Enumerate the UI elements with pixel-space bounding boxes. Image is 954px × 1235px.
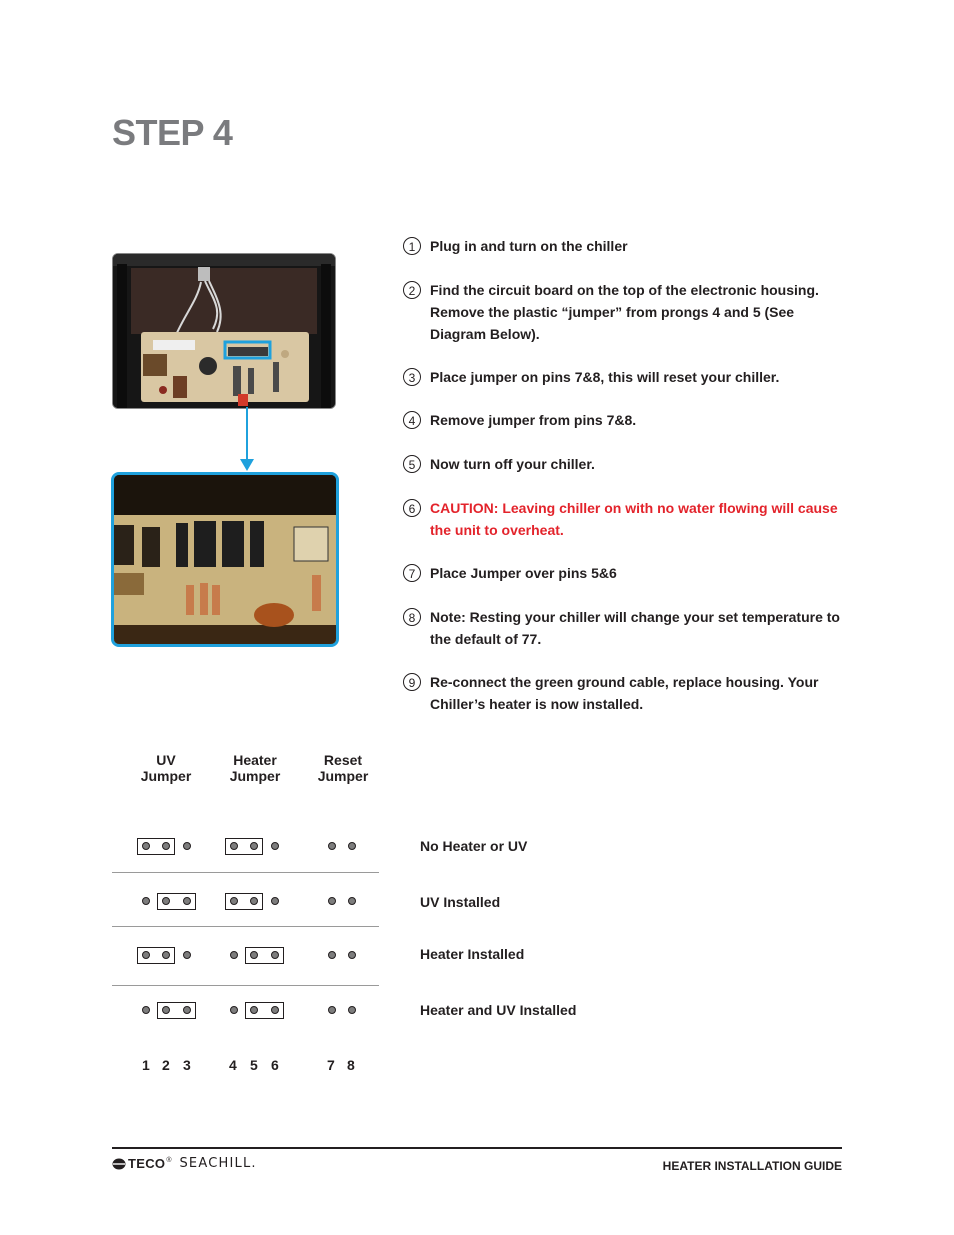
pin-8 — [348, 842, 356, 850]
step-number: 5 — [403, 455, 421, 473]
step-text: Remove jumper from pins 7&8. — [430, 412, 637, 428]
step-text: Now turn off your chiller. — [430, 456, 595, 472]
uv-jumper-box — [137, 838, 175, 855]
step-text: Plug in and turn on the chiller — [430, 238, 628, 254]
jumper-closeup-photo — [111, 472, 339, 647]
row-label-heater-and-uv-installed: Heater and UV Installed — [420, 1002, 577, 1018]
pin-1 — [142, 1006, 150, 1014]
heater-jumper-header: Heater Jumper — [229, 752, 281, 784]
pin-3 — [183, 842, 191, 850]
caution-text: CAUTION: Leaving chiller on with no water flowing will cause the unit to overheat. — [430, 500, 838, 538]
step-3 — [403, 368, 848, 388]
step-number: 3 — [403, 368, 421, 386]
teco-seachill-logo — [112, 1156, 257, 1171]
pin-7 — [328, 1006, 336, 1014]
pin-7 — [328, 842, 336, 850]
row-label-no-heater-or-uv: No Heater or UV — [420, 838, 528, 854]
callout-arrow-head — [240, 459, 254, 471]
heater-jumper-box — [245, 1002, 284, 1019]
pin-number-8: 8 — [347, 1057, 355, 1073]
teco-brand-text: TECO — [128, 1156, 166, 1171]
pin-number-4: 4 — [229, 1057, 237, 1073]
row-divider — [112, 872, 379, 873]
pin-8 — [348, 897, 356, 905]
row-label-uv-installed: UV Installed — [420, 894, 501, 910]
step-text: Place Jumper over pins 5&6 — [430, 565, 617, 581]
pin-8 — [348, 1006, 356, 1014]
pin-number-2: 2 — [162, 1057, 170, 1073]
step-2 — [403, 281, 848, 345]
uv-jumper-box — [157, 1002, 196, 1019]
chiller-housing-photo — [112, 253, 336, 409]
pin-number-5: 5 — [250, 1057, 258, 1073]
pin-7 — [328, 897, 336, 905]
step-6-caution — [403, 499, 848, 541]
step-1 — [403, 237, 848, 257]
pin-number-7: 7 — [327, 1057, 335, 1073]
row-divider — [112, 985, 379, 986]
pin-6 — [271, 842, 279, 850]
step-number: 1 — [403, 237, 421, 255]
seachill-brand-text: SEACHILL. — [179, 1156, 257, 1171]
step-number: 8 — [403, 608, 421, 626]
pin-7 — [328, 951, 336, 959]
registered-mark: ® — [166, 1157, 172, 1164]
pin-6 — [271, 897, 279, 905]
uv-jumper-box — [157, 893, 196, 910]
step-number: 2 — [403, 281, 421, 299]
step-9 — [403, 673, 848, 715]
teco-logo-icon — [112, 1158, 126, 1170]
step-number: 9 — [403, 673, 421, 691]
uv-jumper-box — [137, 947, 175, 964]
row-label-heater-installed: Heater Installed — [420, 946, 525, 962]
step-text: Re-connect the green ground cable, replace housing. Your Chiller’s heater is now installed. — [430, 674, 819, 712]
uv-jumper-header: UV Jumper — [140, 752, 192, 784]
pin-1 — [142, 897, 150, 905]
guide-title: HEATER INSTALLATION GUIDE — [662, 1159, 842, 1173]
heater-jumper-box — [245, 947, 284, 964]
step-7 — [403, 564, 848, 584]
step-4 — [403, 411, 848, 431]
footer-rule — [112, 1147, 842, 1149]
row-divider — [112, 926, 379, 927]
pin-number-6: 6 — [271, 1057, 279, 1073]
step-number: 7 — [403, 564, 421, 582]
pin-4 — [230, 1006, 238, 1014]
step-text: Find the circuit board on the top of the electronic housing. Remove the plastic “jumper” from prongs 4 and 5 (See Diagram Below). — [430, 282, 819, 342]
step-5 — [403, 455, 848, 475]
heater-jumper-box — [225, 893, 263, 910]
step-text: Note: Resting your chiller will change your set temperature to the default of 77. — [430, 609, 840, 647]
reset-jumper-header: Reset Jumper — [317, 752, 369, 784]
pin-number-3: 3 — [183, 1057, 191, 1073]
pin-3 — [183, 951, 191, 959]
pin-number-1: 1 — [142, 1057, 150, 1073]
callout-arrow-line — [246, 407, 248, 465]
step-8 — [403, 608, 848, 650]
step-number: 4 — [403, 411, 421, 429]
pin-4 — [230, 951, 238, 959]
page-title: STEP 4 — [112, 112, 233, 153]
heater-jumper-box — [225, 838, 263, 855]
step-text: Place jumper on pins 7&8, this will reset your chiller. — [430, 369, 780, 385]
step-number: 6 — [403, 499, 421, 517]
pin-8 — [348, 951, 356, 959]
